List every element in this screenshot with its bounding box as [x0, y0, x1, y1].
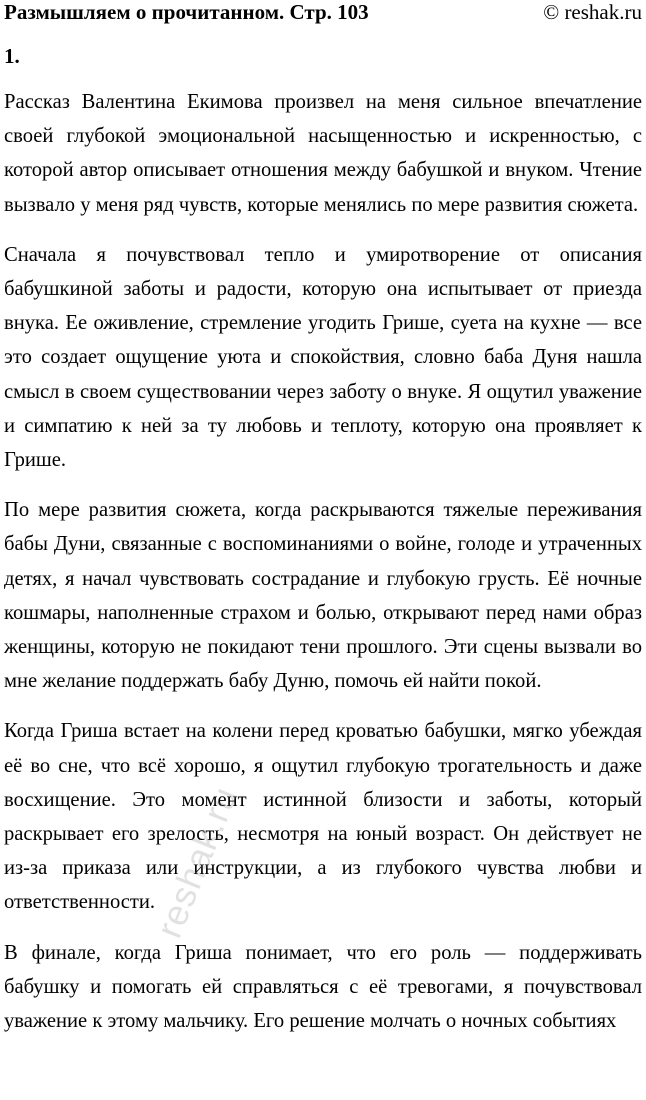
paragraph-3: По мере развития сюжета, когда раскрываются тяжелые переживания бабы Дуни, связанные с воспоминаниями о войне, голоде и утраченных детях, я начал чувствовать сострадание и глубокую грусть. Её ночные кошмары, наполненные страхом и болью, открывают перед нами образ женщины, которую не покидают тени прошлого. Эти сцены вызвали во мне желание поддержать бабу Дуню, помочь ей найти покой. — [4, 499, 642, 693]
question-number: 1. — [4, 44, 20, 68]
page-title: Размышляем о прочитанном. Стр. 103 — [4, 0, 369, 24]
page-header — [4, 0, 642, 26]
paragraph-2: Сначала я почувствовал тепло и умиротворение от описания бабушкиной заботы и радости, которую она испытывает от приезда внука. Ее оживление, стремление угодить Грише, суета на кухне — все это создает ощущение уюта и спокойствия, словно баба Дуня нашла смысл в своем существовании через заботу о внуке. Я ощутил уважение и симпатию к ней за ту любовь и теплоту, которую она проявляет к Грише. — [4, 243, 642, 472]
paragraph-1: Рассказ Валентина Екимова произвел на меня сильное впечатление своей глубокой эмоциональной насыщенностью и искренностью, с которой автор описывает отношения между бабушкой и внуком. Чтение вызвало у меня ряд чувств, которые менялись по мере развития сюжета. — [4, 91, 642, 216]
site-credit[interactable]: © reshak.ru — [543, 0, 642, 24]
paragraph-4: Когда Гриша встает на колени перед кроватью бабушки, мягко убеждая её во сне, что всё хорошо, я ощутил глубокую трогательность и даже восхищение. Это момент истинной близости и заботы, который раскрывает его зрелость, несмотря на юный возраст. Он действует не из-за приказа или инструкции, а из глубокого чувства любви и ответственности. — [4, 720, 642, 914]
answer-body — [4, 85, 642, 1054]
paragraph-5: В финале, когда Гриша понимает, что его роль — поддерживать бабушку и помогать ей справляться с её тревогами, я почувствовал уважение к этому мальчику. Его решение молчать о ночных событиях — [4, 941, 642, 1033]
watermark: reshak.ru — [148, 780, 246, 944]
